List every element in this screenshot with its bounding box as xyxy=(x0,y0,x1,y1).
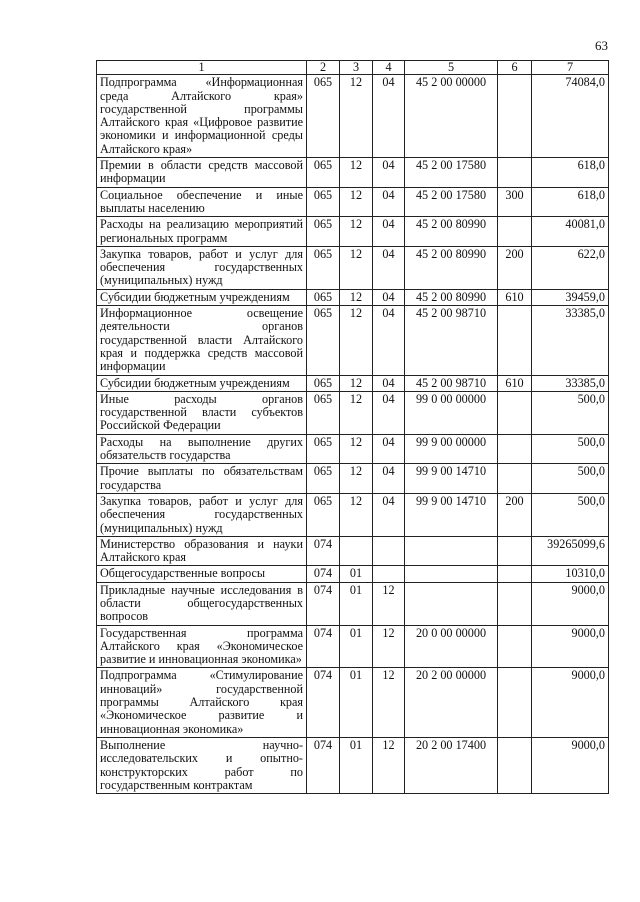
cell-name: Выполнение научно-исследовательских и опытно-конструкторских работ по государственным контрактам xyxy=(97,737,307,793)
cell-subsection: 04 xyxy=(373,246,405,289)
cell-amount: 618,0 xyxy=(532,158,609,188)
cell-subsection: 04 xyxy=(373,306,405,375)
column-header: 5 xyxy=(405,61,498,75)
cell-target-article xyxy=(405,582,498,625)
column-header: 3 xyxy=(340,61,373,75)
cell-ministry-code: 065 xyxy=(307,246,340,289)
cell-target-article: 45 2 00 98710 xyxy=(405,375,498,391)
table-row xyxy=(97,187,609,217)
cell-expense-type xyxy=(498,582,532,625)
cell-ministry-code: 074 xyxy=(307,625,340,668)
cell-ministry-code: 065 xyxy=(307,217,340,247)
cell-name: Информационное освещение деятельности органов государственной власти Алтайского края и поддержка средств массовой информации xyxy=(97,306,307,375)
cell-target-article: 45 2 00 17580 xyxy=(405,158,498,188)
cell-ministry-code: 065 xyxy=(307,391,340,434)
cell-section: 01 xyxy=(340,582,373,625)
cell-expense-type xyxy=(498,158,532,188)
cell-expense-type xyxy=(498,625,532,668)
cell-amount: 9000,0 xyxy=(532,582,609,625)
cell-ministry-code: 065 xyxy=(307,187,340,217)
cell-section: 12 xyxy=(340,391,373,434)
cell-expense-type xyxy=(498,434,532,464)
cell-target-article xyxy=(405,536,498,566)
cell-name: Иные расходы органов государственной власти субъектов Российской Федерации xyxy=(97,391,307,434)
table-row xyxy=(97,464,609,494)
column-header: 4 xyxy=(373,61,405,75)
cell-ministry-code: 065 xyxy=(307,464,340,494)
cell-expense-type xyxy=(498,536,532,566)
cell-name: Министерство образования и науки Алтайского края xyxy=(97,536,307,566)
cell-section: 01 xyxy=(340,566,373,582)
cell-section: 12 xyxy=(340,217,373,247)
table-row xyxy=(97,625,609,668)
page-number: 63 xyxy=(595,38,608,53)
column-header: 7 xyxy=(532,61,609,75)
cell-name: Прикладные научные исследования в области общегосударственных вопросов xyxy=(97,582,307,625)
cell-name: Подпрограмма «Информационная среда Алтайского края» государственной программы Алтайского края «Цифровое развитие экономики и информационной среды Алтайского края» xyxy=(97,75,307,158)
cell-ministry-code: 074 xyxy=(307,582,340,625)
cell-amount: 500,0 xyxy=(532,391,609,434)
cell-target-article: 20 2 00 00000 xyxy=(405,668,498,737)
cell-ministry-code: 065 xyxy=(307,375,340,391)
cell-target-article: 20 0 00 00000 xyxy=(405,625,498,668)
cell-section: 12 xyxy=(340,75,373,158)
cell-expense-type: 200 xyxy=(498,493,532,536)
cell-target-article: 45 2 00 17580 xyxy=(405,187,498,217)
cell-amount: 622,0 xyxy=(532,246,609,289)
cell-ministry-code: 074 xyxy=(307,668,340,737)
cell-expense-type xyxy=(498,306,532,375)
cell-subsection: 12 xyxy=(373,668,405,737)
cell-target-article: 99 9 00 14710 xyxy=(405,493,498,536)
cell-expense-type: 610 xyxy=(498,289,532,305)
cell-expense-type xyxy=(498,217,532,247)
cell-amount: 9000,0 xyxy=(532,668,609,737)
cell-target-article: 45 2 00 80990 xyxy=(405,217,498,247)
cell-section: 01 xyxy=(340,737,373,793)
cell-expense-type xyxy=(498,668,532,737)
column-header: 6 xyxy=(498,61,532,75)
cell-section: 12 xyxy=(340,158,373,188)
table-row xyxy=(97,306,609,375)
cell-amount: 9000,0 xyxy=(532,625,609,668)
cell-amount: 500,0 xyxy=(532,464,609,494)
cell-section: 12 xyxy=(340,306,373,375)
cell-subsection: 04 xyxy=(373,289,405,305)
cell-name: Расходы на выполнение других обязательств государства xyxy=(97,434,307,464)
table-row xyxy=(97,391,609,434)
table-row xyxy=(97,582,609,625)
budget-table xyxy=(96,60,609,794)
cell-name: Подпрограмма «Стимулирование инноваций» государственной программы Алтайского края «Экономическое развитие и инновационная экономика» xyxy=(97,668,307,737)
cell-ministry-code: 065 xyxy=(307,434,340,464)
table-row xyxy=(97,566,609,582)
cell-section: 12 xyxy=(340,493,373,536)
cell-ministry-code: 074 xyxy=(307,566,340,582)
cell-ministry-code: 065 xyxy=(307,158,340,188)
cell-subsection: 04 xyxy=(373,75,405,158)
cell-amount: 39459,0 xyxy=(532,289,609,305)
cell-expense-type xyxy=(498,75,532,158)
cell-subsection: 04 xyxy=(373,187,405,217)
cell-amount: 33385,0 xyxy=(532,306,609,375)
cell-subsection: 04 xyxy=(373,217,405,247)
cell-subsection: 12 xyxy=(373,625,405,668)
cell-target-article xyxy=(405,566,498,582)
cell-expense-type xyxy=(498,737,532,793)
cell-ministry-code: 065 xyxy=(307,306,340,375)
cell-name: Общегосударственные вопросы xyxy=(97,566,307,582)
cell-section: 12 xyxy=(340,246,373,289)
cell-ministry-code: 065 xyxy=(307,75,340,158)
cell-name: Прочие выплаты по обязательствам государства xyxy=(97,464,307,494)
cell-target-article: 99 9 00 00000 xyxy=(405,434,498,464)
cell-subsection: 04 xyxy=(373,158,405,188)
cell-subsection: 04 xyxy=(373,391,405,434)
cell-section: 12 xyxy=(340,464,373,494)
cell-subsection: 04 xyxy=(373,375,405,391)
cell-amount: 618,0 xyxy=(532,187,609,217)
cell-subsection xyxy=(373,536,405,566)
cell-subsection: 12 xyxy=(373,737,405,793)
cell-expense-type xyxy=(498,464,532,494)
cell-amount: 10310,0 xyxy=(532,566,609,582)
cell-section: 12 xyxy=(340,434,373,464)
cell-subsection xyxy=(373,566,405,582)
table-row xyxy=(97,668,609,737)
cell-subsection: 04 xyxy=(373,464,405,494)
cell-name: Государственная программа Алтайского края «Экономическое развитие и инновационная экономика» xyxy=(97,625,307,668)
table-row xyxy=(97,375,609,391)
cell-amount: 9000,0 xyxy=(532,737,609,793)
cell-target-article: 20 2 00 17400 xyxy=(405,737,498,793)
cell-section: 01 xyxy=(340,668,373,737)
cell-name: Субсидии бюджетным учреждениям xyxy=(97,289,307,305)
table-body xyxy=(97,75,609,794)
column-header: 1 xyxy=(97,61,307,75)
cell-amount: 33385,0 xyxy=(532,375,609,391)
table-row xyxy=(97,246,609,289)
cell-section: 12 xyxy=(340,289,373,305)
cell-name: Субсидии бюджетным учреждениям xyxy=(97,375,307,391)
cell-section: 12 xyxy=(340,187,373,217)
table-row xyxy=(97,289,609,305)
table-row xyxy=(97,434,609,464)
cell-name: Социальное обеспечение и иные выплаты населению xyxy=(97,187,307,217)
cell-amount: 500,0 xyxy=(532,434,609,464)
cell-target-article: 99 0 00 00000 xyxy=(405,391,498,434)
cell-ministry-code: 065 xyxy=(307,289,340,305)
cell-expense-type xyxy=(498,391,532,434)
cell-name: Закупка товаров, работ и услуг для обеспечения государственных (муниципальных) нужд xyxy=(97,246,307,289)
cell-expense-type: 300 xyxy=(498,187,532,217)
cell-expense-type xyxy=(498,566,532,582)
cell-expense-type: 610 xyxy=(498,375,532,391)
cell-amount: 74084,0 xyxy=(532,75,609,158)
cell-target-article: 45 2 00 00000 xyxy=(405,75,498,158)
cell-expense-type: 200 xyxy=(498,246,532,289)
cell-name: Расходы на реализацию мероприятий региональных программ xyxy=(97,217,307,247)
cell-section xyxy=(340,536,373,566)
cell-ministry-code: 065 xyxy=(307,493,340,536)
table-row xyxy=(97,493,609,536)
cell-section: 12 xyxy=(340,375,373,391)
cell-subsection: 04 xyxy=(373,434,405,464)
header-row xyxy=(97,61,609,75)
cell-target-article: 45 2 00 98710 xyxy=(405,306,498,375)
cell-target-article: 99 9 00 14710 xyxy=(405,464,498,494)
table-row xyxy=(97,158,609,188)
cell-ministry-code: 074 xyxy=(307,737,340,793)
cell-subsection: 04 xyxy=(373,493,405,536)
cell-name: Премии в области средств массовой информации xyxy=(97,158,307,188)
cell-ministry-code: 074 xyxy=(307,536,340,566)
table-row xyxy=(97,75,609,158)
table-row xyxy=(97,536,609,566)
cell-subsection: 12 xyxy=(373,582,405,625)
cell-name: Закупка товаров, работ и услуг для обеспечения государственных (муниципальных) нужд xyxy=(97,493,307,536)
cell-amount: 500,0 xyxy=(532,493,609,536)
cell-target-article: 45 2 00 80990 xyxy=(405,246,498,289)
cell-amount: 40081,0 xyxy=(532,217,609,247)
cell-amount: 39265099,6 xyxy=(532,536,609,566)
table-row xyxy=(97,217,609,247)
cell-section: 01 xyxy=(340,625,373,668)
table-row xyxy=(97,737,609,793)
cell-target-article: 45 2 00 80990 xyxy=(405,289,498,305)
column-header: 2 xyxy=(307,61,340,75)
